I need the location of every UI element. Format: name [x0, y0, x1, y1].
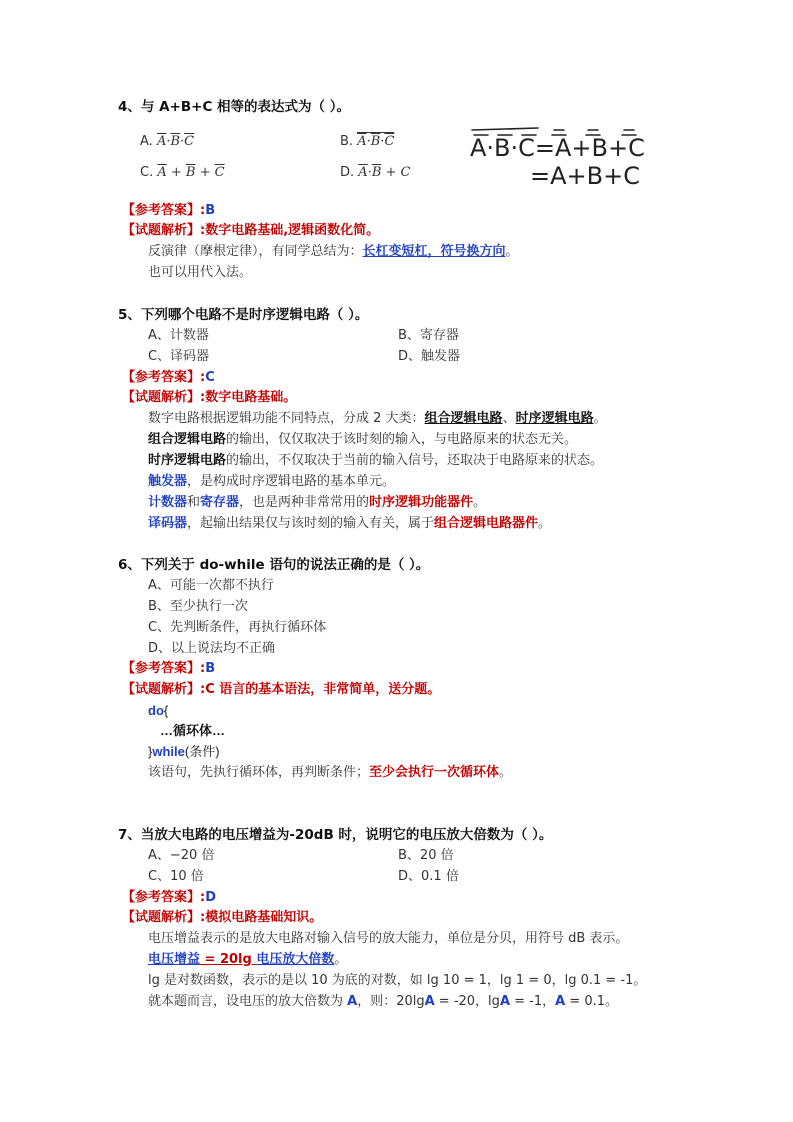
q7-analysis: [122, 909, 322, 927]
handwritten-annotation: [468, 124, 668, 190]
q7-line2: [148, 951, 347, 969]
term: 译码器: [148, 516, 188, 531]
handwriting-top-line: A·B·C=A+B+C: [470, 134, 645, 162]
analysis-text: 数字电路基础。: [205, 390, 297, 405]
q4-line1: [148, 243, 519, 261]
var-a: A: [347, 994, 358, 1009]
q5-line3: [148, 452, 603, 470]
analysis-label: 【试题解析】:: [122, 390, 206, 405]
code-keyword-while: while: [152, 744, 185, 759]
q6-option-a[interactable]: A、可能一次都不执行: [148, 578, 274, 593]
term: 时序逻辑功能器件: [369, 495, 474, 510]
q7-option-a[interactable]: A、−20 倍: [148, 848, 215, 863]
answer-label: 【参考答案】:: [122, 203, 206, 218]
q4-option-b[interactable]: [340, 133, 394, 151]
text: 的输出，仅仅取决于该时刻的输入，与电路原来的状态无关。: [226, 432, 578, 447]
q6-option-c[interactable]: C、先判断条件，再执行循环体: [148, 620, 327, 635]
q5-option-a[interactable]: A、计数器: [148, 328, 209, 343]
q5-title: 5、下列哪个电路不是时序逻辑电路（ ）。: [118, 307, 369, 323]
term: 组合逻辑电路: [424, 411, 503, 426]
text: 的输出，不仅取决于当前的输入信号，还取决于电路原来的状态。: [226, 453, 604, 468]
q7-line1: 电压增益表示的是放大电路对输入信号的放大能力，单位是分贝，用符号 dB 表示。: [148, 931, 629, 946]
q6-option-d[interactable]: D、以上说法均不正确: [148, 641, 276, 656]
text: 。: [473, 495, 487, 510]
q4-option-a-label: A.: [140, 134, 153, 149]
text: = -20，lg: [434, 994, 500, 1009]
q7-line4: [148, 993, 618, 1011]
term: 时序逻辑电路: [148, 453, 227, 468]
highlight: 至少会执行一次循环体: [369, 765, 500, 780]
code-condition: (条件): [184, 744, 220, 759]
text: 。: [593, 411, 607, 426]
term: 计数器: [148, 495, 188, 510]
code-brace: {: [163, 703, 169, 718]
analysis-text: 数字电路基础,逻辑函数化简。: [205, 223, 380, 238]
text: 反演律（摩根定律），有同学总结为：: [148, 244, 363, 259]
q6-analysis: [122, 681, 440, 699]
handwriting-bottom-line: =A+B+C: [530, 162, 640, 190]
text: = -1，: [510, 994, 556, 1009]
answer-label: 【参考答案】:: [122, 370, 206, 385]
q4-answer: [122, 202, 215, 220]
text: 和: [187, 495, 201, 510]
answer-label: 【参考答案】:: [122, 661, 206, 676]
analysis-text: 模拟电路基础知识。: [205, 910, 323, 925]
q6-answer: [122, 660, 215, 678]
term: 组合逻辑电路: [148, 432, 227, 447]
text: 。: [334, 952, 348, 967]
q5-line1: [148, 410, 607, 428]
term: 时序逻辑电路: [515, 411, 594, 426]
text: = 0.1。: [565, 994, 619, 1009]
text: 该语句，先执行循环体，再判断条件；: [148, 765, 370, 780]
q5-analysis: [122, 389, 296, 407]
mnemonic-link: 长杠变短杠，符号换方向: [362, 244, 506, 259]
term: 电压增益: [148, 952, 201, 967]
analysis-label: 【试题解析】:: [122, 910, 206, 925]
answer-value: B: [205, 203, 216, 218]
text: ，是构成时序逻辑电路的基本单元。: [187, 474, 396, 489]
code-brace: }: [148, 744, 153, 759]
q5-option-c[interactable]: C、译码器: [148, 349, 210, 364]
q4-option-a-expr: $\overline{A}\cdot\overline{B}\cdot\overline{C}$: [156, 134, 195, 149]
var-a: A: [555, 994, 566, 1009]
q4-title: 4、与 A+B+C 相等的表达式为（ ）。: [118, 99, 351, 115]
var-a: A: [499, 994, 510, 1009]
text: 。: [538, 516, 552, 531]
q4-option-a[interactable]: [140, 133, 194, 151]
q7-answer: [122, 889, 216, 907]
q7-title: 7、当放大电路的电压增益为-20dB 时，说明它的电压放大倍数为（ ）。: [118, 827, 553, 843]
q4-option-b-label: B.: [340, 134, 354, 149]
code-keyword-do: do: [148, 703, 164, 718]
q4-option-d-expr: $\overline{A}\cdot\overline{B} + C$: [358, 165, 411, 180]
answer-value: B: [205, 661, 216, 676]
text: 数字电路根据逻辑功能不同特点，分成 2 大类：: [148, 411, 425, 426]
q4-line2: 也可以用代入法。: [148, 265, 253, 280]
term: 寄存器: [200, 495, 240, 510]
text: 就本题而言，设电压的放大倍数为: [148, 994, 348, 1009]
analysis-label: 【试题解析】:: [122, 682, 206, 697]
q5-line6: [148, 515, 551, 533]
q6-line: [148, 764, 512, 782]
q4-option-c-expr: $\overline{A} + \overline{B} + \overline{C}$: [157, 165, 225, 180]
term: 触发器: [148, 474, 188, 489]
text: ，起输出结果仅与该时刻的输入有关，属于: [187, 516, 435, 531]
q6-code-body: …循环体…: [160, 723, 226, 738]
q5-option-b[interactable]: B、寄存器: [398, 328, 459, 343]
q4-option-c-label: C.: [140, 165, 154, 180]
q5-line4: [148, 473, 395, 491]
q4-analysis: [122, 222, 379, 240]
analysis-label: 【试题解析】:: [122, 223, 206, 238]
answer-value: D: [205, 890, 216, 905]
text: 。: [505, 244, 519, 259]
text: ，则：20lg: [357, 994, 425, 1009]
term: 组合逻辑电路器件: [434, 516, 539, 531]
q5-line5: [148, 494, 486, 512]
q7-line3: lg 是对数函数，表示的是以 10 为底的对数，如 lg 10 = 1，lg 1 = 0，lg 0.1 = -1。: [148, 973, 647, 988]
q4-option-d[interactable]: [340, 164, 411, 182]
q6-code-do: [148, 702, 168, 720]
q5-line2: [148, 431, 577, 449]
q4-option-d-label: D.: [340, 165, 355, 180]
text: ，也是两种非常常用的: [239, 495, 370, 510]
answer-value: C: [205, 370, 215, 385]
answer-label: 【参考答案】:: [122, 890, 206, 905]
term: 电压放大倍数: [256, 952, 335, 967]
q6-title: 6、下列关于 do-while 语句的说法正确的是（ ）。: [118, 557, 430, 573]
text: 、: [502, 411, 516, 426]
q7-option-b[interactable]: B、20 倍: [398, 848, 454, 863]
q6-code-while: [148, 743, 220, 761]
analysis-text: C 语言的基本语法，非常简单，送分题。: [205, 682, 441, 697]
formula: = 20lg: [200, 952, 257, 967]
var-a: A: [424, 994, 435, 1009]
q7-option-d[interactable]: D、0.1 倍: [398, 869, 459, 884]
q7-option-c[interactable]: C、10 倍: [148, 869, 204, 884]
q4-option-c[interactable]: [140, 164, 225, 182]
text: 。: [499, 765, 513, 780]
q6-option-b[interactable]: B、至少执行一次: [148, 599, 248, 614]
q4-option-b-expr: $\overline{A}\cdot\overline{B}\cdot\overline{C}$: [357, 134, 395, 149]
q5-answer: [122, 369, 215, 387]
q5-option-d[interactable]: D、触发器: [398, 349, 461, 364]
